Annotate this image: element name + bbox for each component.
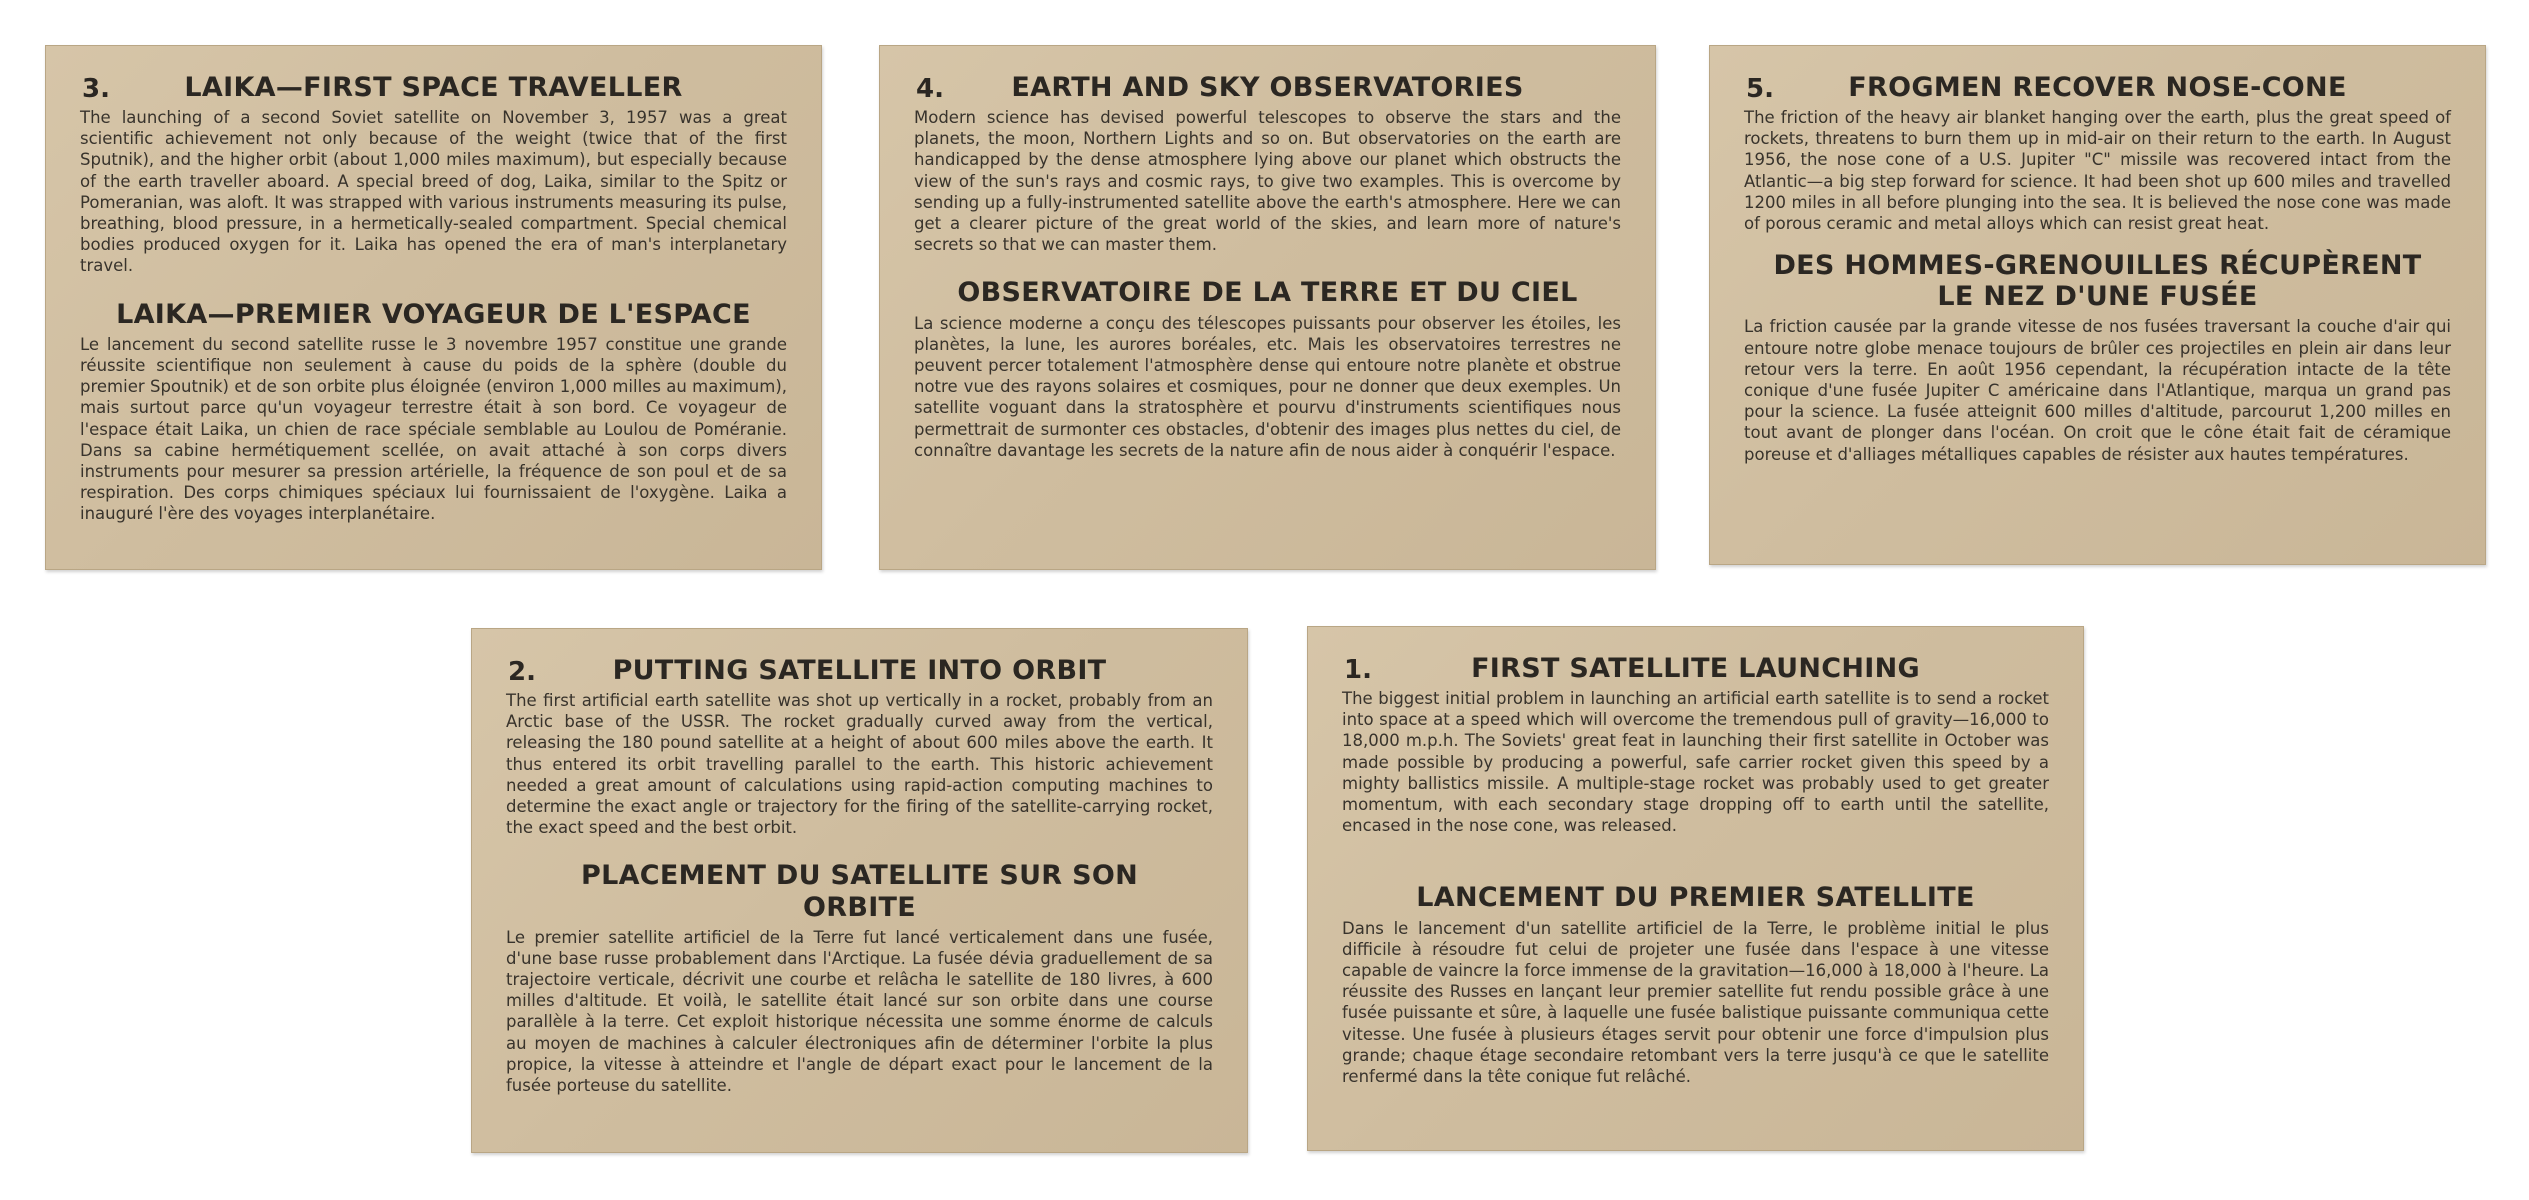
french-title: PLACEMENT DU SATELLITE SUR SON ORBITE — [581, 860, 1138, 923]
english-text: The friction of the heavy air blanket hanging over the earth, plus the great speed of rockets, threatens to burn them up in mid-air on their return to the earth. In August 1956, the nose cone of a U.S. Jupiter "C" missile was recovered intact from the Atlantic—a big step forward for science. It had been shot up 600 miles and travelled 1200 miles in all before plunging into the sea. It is believed the nose cone was made of porous ceramic and metal alloys which can resist great heat. — [1744, 108, 2451, 234]
card-3 — [45, 45, 822, 570]
french-title: DES HOMMES-GRENOUILLES RÉCUPÈRENT LE NEZ D'UNE FUSÉE — [1773, 250, 2422, 313]
french-text: La science moderne a conçu des télescopes puissants pour observer les étoiles, les planètes, la lune, les aurores boréales, etc. Mais les observatoires terrestres ne peuvent percer totalement l'atmosphère dense qui entoure notre planète et obstrue notre vue des rayons solaires et cosmiques, pour ne donner que deux exemples. Un satellite voguant dans la stratosphère et pourvu d'instruments scientifiques nous permettrait de surmonter ces obstacles, d'obtenir des images plus nettes du ciel, de connaître davantage les secrets de la nature afin de nous aider à conquérir l'espace. — [914, 313, 1621, 460]
english-title: FROGMEN RECOVER NOSE-CONE — [1848, 72, 2347, 103]
card-1 — [1307, 626, 2084, 1151]
french-text: La friction causée par la grande vitesse de nos fusées traversant la couche d'air qui entoure notre globe menace toujours de brûler ces projectiles en plein air dans leur retour vers la terre. En août 1956 cependant, la récupération intacte de la tête conique d'une fusée Jupiter C américaine dans l'Atlantique, marqua un grand pas pour la science. La fusée atteignit 600 milles d'altitude, parcourut 1,200 milles en tout avant de plonger dans l'océan. On croit que le cône était fait de céramique poreuse et d'alliages métalliques capables de résister aux hautes températures. — [1744, 317, 2451, 464]
english-title: PUTTING SATELLITE INTO ORBIT — [612, 655, 1107, 686]
french-text: Le lancement du second satellite russe le 3 novembre 1957 constitue une grande réussite scientifique non seulement à cause du poids de la sphère (double du premier Spoutnik) et de son orbite plus éloignée (environ 1,000 milles au maximum), mais surtout parce qu'un voyageur terrestre était à son bord. Ce voyageur de l'espace était Laika, un chien de race spéciale semblable au Loulou de Poméranie. Dans sa cabine hermétiquement scellée, on avait attaché à son corps divers instruments pour mesurer sa pression artérielle, la fréquence de son poul et de sa respiration. Des corps chimiques spéciaux lui fournissaient de l'oxygène. Laika a inauguré l'ère des voyages interplanétaire. — [80, 334, 787, 524]
card-number: 4. — [916, 74, 944, 104]
card-number: 1. — [1344, 655, 1372, 685]
french-title: OBSERVATOIRE DE LA TERRE ET DU CIEL — [957, 277, 1578, 309]
english-title: LAIKA—FIRST SPACE TRAVELLER — [184, 72, 683, 103]
card-number: 3. — [82, 74, 110, 104]
english-title: EARTH AND SKY OBSERVATORIES — [1011, 72, 1524, 103]
card-5 — [1709, 45, 2486, 565]
french-text: Le premier satellite artificiel de la Terre fut lancé verticalement dans une fusée, d'une base russe probablement dans l'Arctique. La fusée dévia graduellement de sa trajectoire verticale, décrivit une courbe et relâcha le satellite de 180 livres, à 600 milles d'altitude. Et voilà, le satellite était lancé sur son orbite dans une course parallèle à la terre. Cet exploit historique nécessita une somme énorme de calculs au moyen de machines à calculer électroniques afin de déterminer l'orbite la plus propice, la vitesse à atteindre et l'angle de départ exact pour le lancement de la fusée porteuse du satellite. — [506, 927, 1213, 1095]
french-title: LANCEMENT DU PREMIER SATELLITE — [1416, 882, 1975, 914]
card-4 — [879, 45, 1656, 570]
french-text: Dans le lancement d'un satellite artificiel de la Terre, le problème initial le plus difficile à résoudre fut celui de projeter une fusée dans l'espace à une vitesse capable de vaincre la force immense de la gravitation—16,000 à 18,000 à l'heure. La réussite des Russes en lançant leur premier satellite fut rendu possible grâce à une fusée puissante et sûre, à laquelle une fusée balistique puissante communiqua cette vitesse. Une fusée à plusieurs étages servit pour obtenir une force d'impulsion plus grande; chaque étage secondaire retombant vers la terre jusqu'à ce que le satellite renfermé dans la tête conique fut relâché. — [1342, 918, 2049, 1086]
french-title: LAIKA—PREMIER VOYAGEUR DE L'ESPACE — [116, 298, 751, 330]
card-number: 5. — [1746, 74, 1774, 104]
english-text: Modern science has devised powerful telescopes to observe the stars and the planets, the moon, Northern Lights and so on. But observatories on the earth are handicapped by the dense atmosphere lying above our planet which obstructs the view of the sun's rays and cosmic rays, to give two examples. This is overcome by sending up a fully-instrumented satellite above the earth's atmosphere. Here we can get a clearer picture of the great world of the skies, and learn more of nature's secrets so that we can master them. — [914, 108, 1621, 255]
english-text: The first artificial earth satellite was shot up vertically in a rocket, probably from an Arctic base of the USSR. The rocket gradually curved away from the vertical, releasing the 180 pound satellite at a height of about 600 miles above the earth. It thus entered its orbit travelling parallel to the earth. This historic achievement needed a great amount of calculations using rapid-action computing machines to determine the exact angle or trajectory for the firing of the satellite-carrying rocket, the exact speed and the best orbit. — [506, 691, 1213, 838]
card-number: 2. — [508, 657, 536, 687]
english-text: The biggest initial problem in launching an artificial earth satellite is to send a rocket into space at a speed which will overcome the tremendous pull of gravity—16,000 to 18,000 m.p.h. The Soviets' great feat in launching their first satellite in October was made possible by producing a powerful, safe carrier rocket given this speed by a mighty ballistics missile. A multiple-stage rocket was probably used to get greater momentum, with each secondary stage dropping off to earth until the satellite, encased in the nose cone, was released. — [1342, 689, 2049, 836]
card-2 — [471, 628, 1248, 1153]
english-title: FIRST SATELLITE LAUNCHING — [1471, 653, 1920, 684]
english-text: The launching of a second Soviet satellite on November 3, 1957 was a great scientific achievement not only because of the weight (twice that of the first Sputnik), and the higher orbit (about 1,000 miles maximum), but especially because of the earth traveller aboard. A special breed of dog, Laika, similar to the Spitz or Pomeranian, was aloft. It was strapped with various instruments measuring its pulse, breathing, blood pressure, in a hermetically-sealed compartment. Special chemical bodies produced oxygen for it. Laika has opened the era of man's interplanetary travel. — [80, 108, 787, 276]
